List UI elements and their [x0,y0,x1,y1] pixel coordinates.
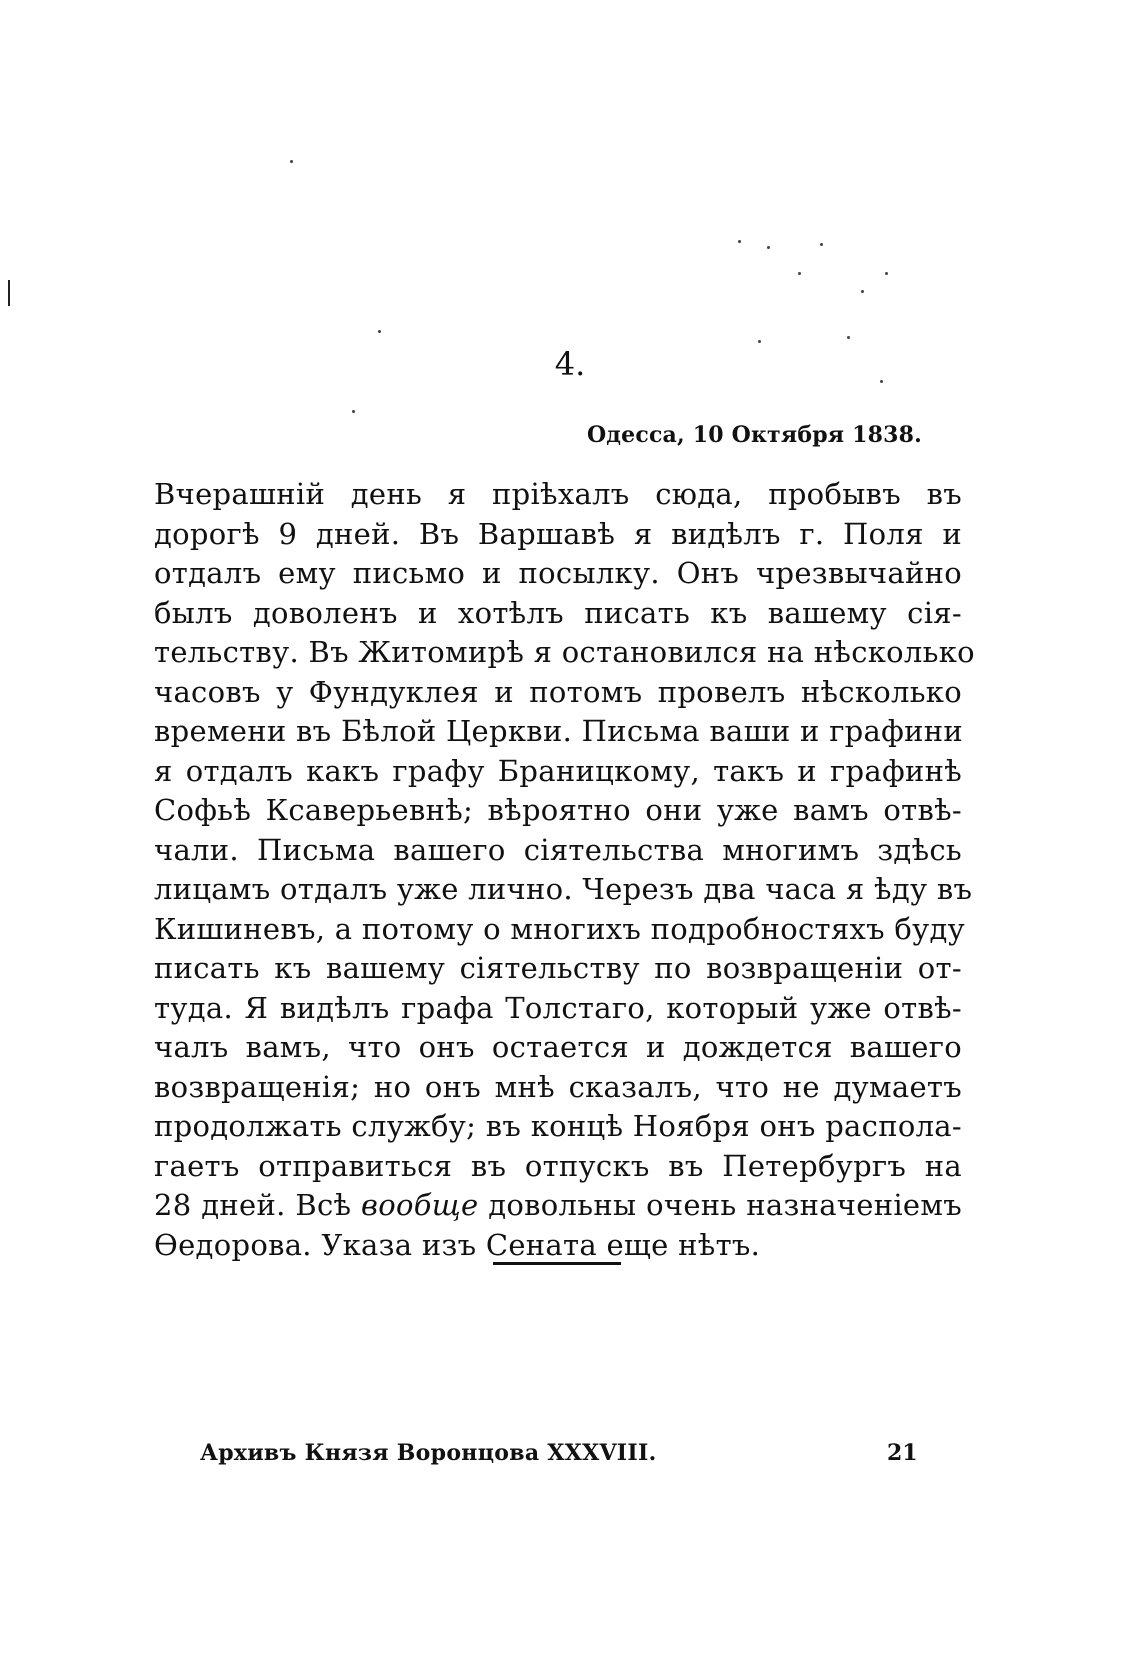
running-footer-title: Архивъ Князя Воронцова XXXVIII. [200,1440,657,1466]
text-line: дорогѣ 9 дней. Въ Варшавѣ я видѣлъ г. Поля и [154,516,962,551]
text-line: Вчерашній день я пріѣхалъ сюда, пробывъ въ [154,477,962,511]
letter-dateline: Одесса, 10 Октября 1838. [586,422,922,448]
text-line: гаетъ отправиться въ отпускъ въ Петербургъ на [154,1148,962,1183]
text-line-with-italic [154,1186,962,1226]
text-line: возвращенія; но онъ мнѣ сказалъ, что не думаетъ [154,1069,962,1104]
scan-speck [758,340,761,343]
scan-speck [290,160,293,163]
letter-number: 4. [554,345,586,383]
section-divider [493,1262,621,1265]
text-line: писать къ вашему сіятельству по возвращеніи от- [154,951,962,985]
text-line: часовъ у Фундуклея и потомъ провелъ нѣсколько [154,674,962,709]
text-line: чали. Письма вашего сіятельства многимъ здѣсь [154,832,962,867]
letter-body [154,475,975,1265]
text-line: продолжать службу; въ концѣ Ноября онъ распола- [154,1109,962,1143]
text-line: Кишиневъ, а потому о многихъ подробностяхъ буду [154,911,966,946]
text-line-last: Ѳедорова. Указа изъ Сената еще нѣтъ. [154,1227,761,1262]
text-segment: довольны очень назначеніемъ [478,1188,962,1222]
scan-speck [820,243,823,246]
italic-word: вообще [361,1188,479,1222]
page-number: 21 [887,1440,918,1466]
text-line: лицамъ отдалъ уже лично. Черезъ два часа я ѣду въ [154,872,973,906]
scan-speck [352,410,355,413]
text-line: времени въ Бѣлой Церкви. Письма ваши и графини [154,714,964,748]
scan-speck [885,272,888,275]
scan-speck [861,290,864,293]
scan-speck [847,336,850,339]
scan-speck [738,240,741,243]
text-line: тельству. Въ Житомирѣ я остановился на нѣсколько [154,635,975,669]
text-line: туда. Я видѣлъ графа Толстаго, который уже отвѣ- [154,990,962,1025]
text-line: былъ доволенъ и хотѣлъ писать къ вашему сія- [154,595,962,630]
text-line: отдалъ ему письмо и посылку. Онъ чрезвычайно [154,556,962,590]
scan-speck [378,330,381,333]
text-line: Софьѣ Ксаверьевнѣ; вѣроятно они уже вамъ отвѣ- [154,793,962,827]
scan-speck [767,246,770,249]
scan-edge-mark [8,280,10,306]
scan-speck [798,272,801,275]
text-line: чалъ вамъ, что онъ остается и дождется вашего [154,1030,962,1064]
text-segment: 28 дней. Всѣ [154,1188,362,1222]
text-line: я отдалъ какъ графу Браницкому, такъ и графинѣ [154,753,962,788]
